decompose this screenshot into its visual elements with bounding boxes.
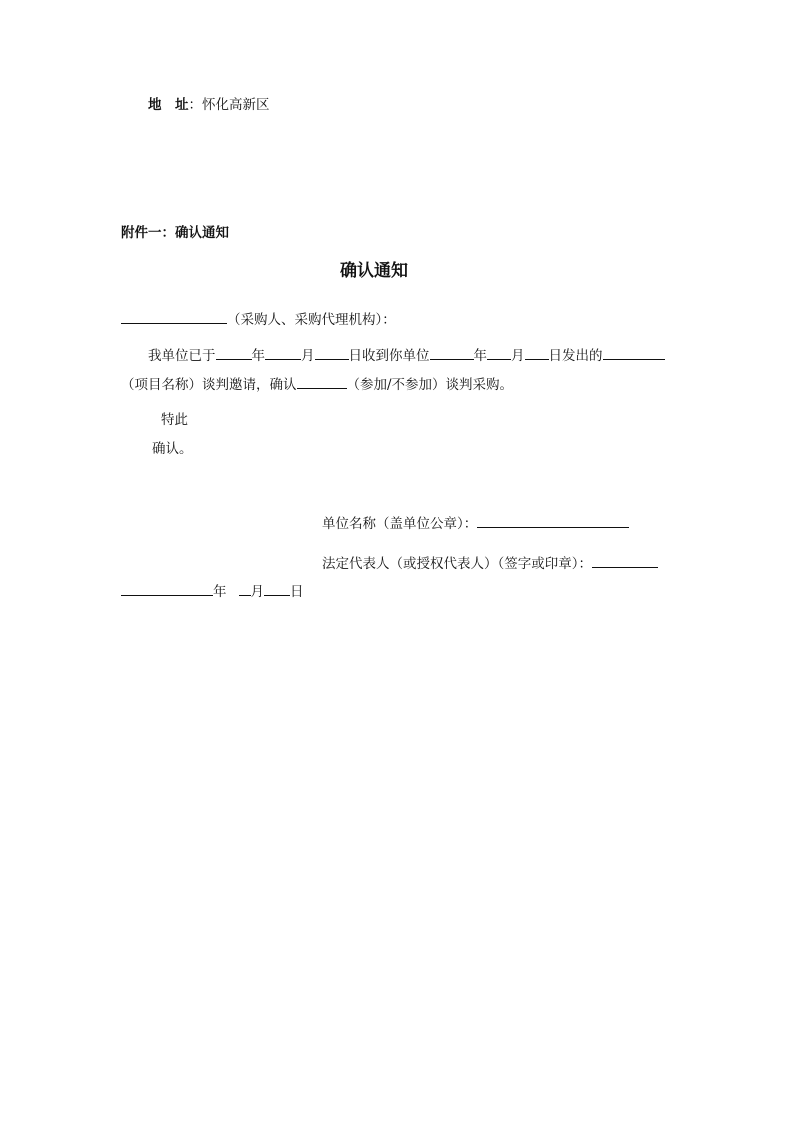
received-day-blank[interactable]: [315, 346, 349, 360]
date-year-blank[interactable]: [121, 582, 213, 596]
salutation-text: （采购人、采购代理机构）：: [227, 312, 396, 328]
unit-name-label: 单位名称（盖单位公章）：: [322, 516, 478, 532]
date-line: [121, 582, 304, 600]
body-text: 日发出的: [548, 348, 603, 364]
month-label: 月: [301, 348, 315, 364]
legal-rep-blank[interactable]: [592, 554, 658, 568]
year-label: 年: [473, 348, 487, 364]
closing-line-2: 确认。: [152, 441, 193, 457]
document-title: 确认通知: [340, 261, 408, 281]
month-label: 月: [511, 348, 525, 364]
project-name-blank[interactable]: [603, 346, 665, 360]
body-line-2: [121, 375, 513, 393]
sent-year-blank[interactable]: [430, 346, 474, 360]
body-text: （参加/不参加）谈判采购。: [346, 377, 514, 393]
address-line: [148, 97, 270, 113]
date-day-blank[interactable]: [264, 582, 290, 596]
address-value: 怀化高新区: [202, 97, 270, 113]
body-text: 我单位已于: [148, 348, 216, 364]
legal-rep-label: 法定代表人（或授权代表人）（签字或印章）：: [322, 556, 592, 572]
legal-rep-line: [322, 554, 658, 572]
attachment-heading: 附件一：确认通知: [121, 225, 229, 241]
unit-name-blank[interactable]: [477, 514, 629, 528]
salutation-line: [121, 310, 396, 328]
received-year-blank[interactable]: [216, 346, 252, 360]
sent-month-blank[interactable]: [487, 346, 511, 360]
month-label: 月: [250, 584, 264, 600]
year-label: 年: [213, 584, 227, 600]
sent-day-blank[interactable]: [525, 346, 549, 360]
day-label: 日: [290, 584, 304, 600]
address-label: 地 址: [148, 97, 189, 113]
body-line-1: [148, 346, 665, 364]
participation-blank[interactable]: [297, 375, 347, 389]
unit-name-line: [322, 514, 629, 532]
address-colon: ：: [188, 97, 202, 113]
received-month-blank[interactable]: [265, 346, 301, 360]
closing-line-1: 特此: [161, 412, 188, 428]
body-text: 日收到你单位: [348, 348, 430, 364]
year-label: 年: [251, 348, 265, 364]
body-text: （项目名称）谈判邀请，确认: [121, 377, 297, 393]
date-month-blank[interactable]: [239, 582, 251, 596]
recipient-blank[interactable]: [121, 310, 227, 324]
